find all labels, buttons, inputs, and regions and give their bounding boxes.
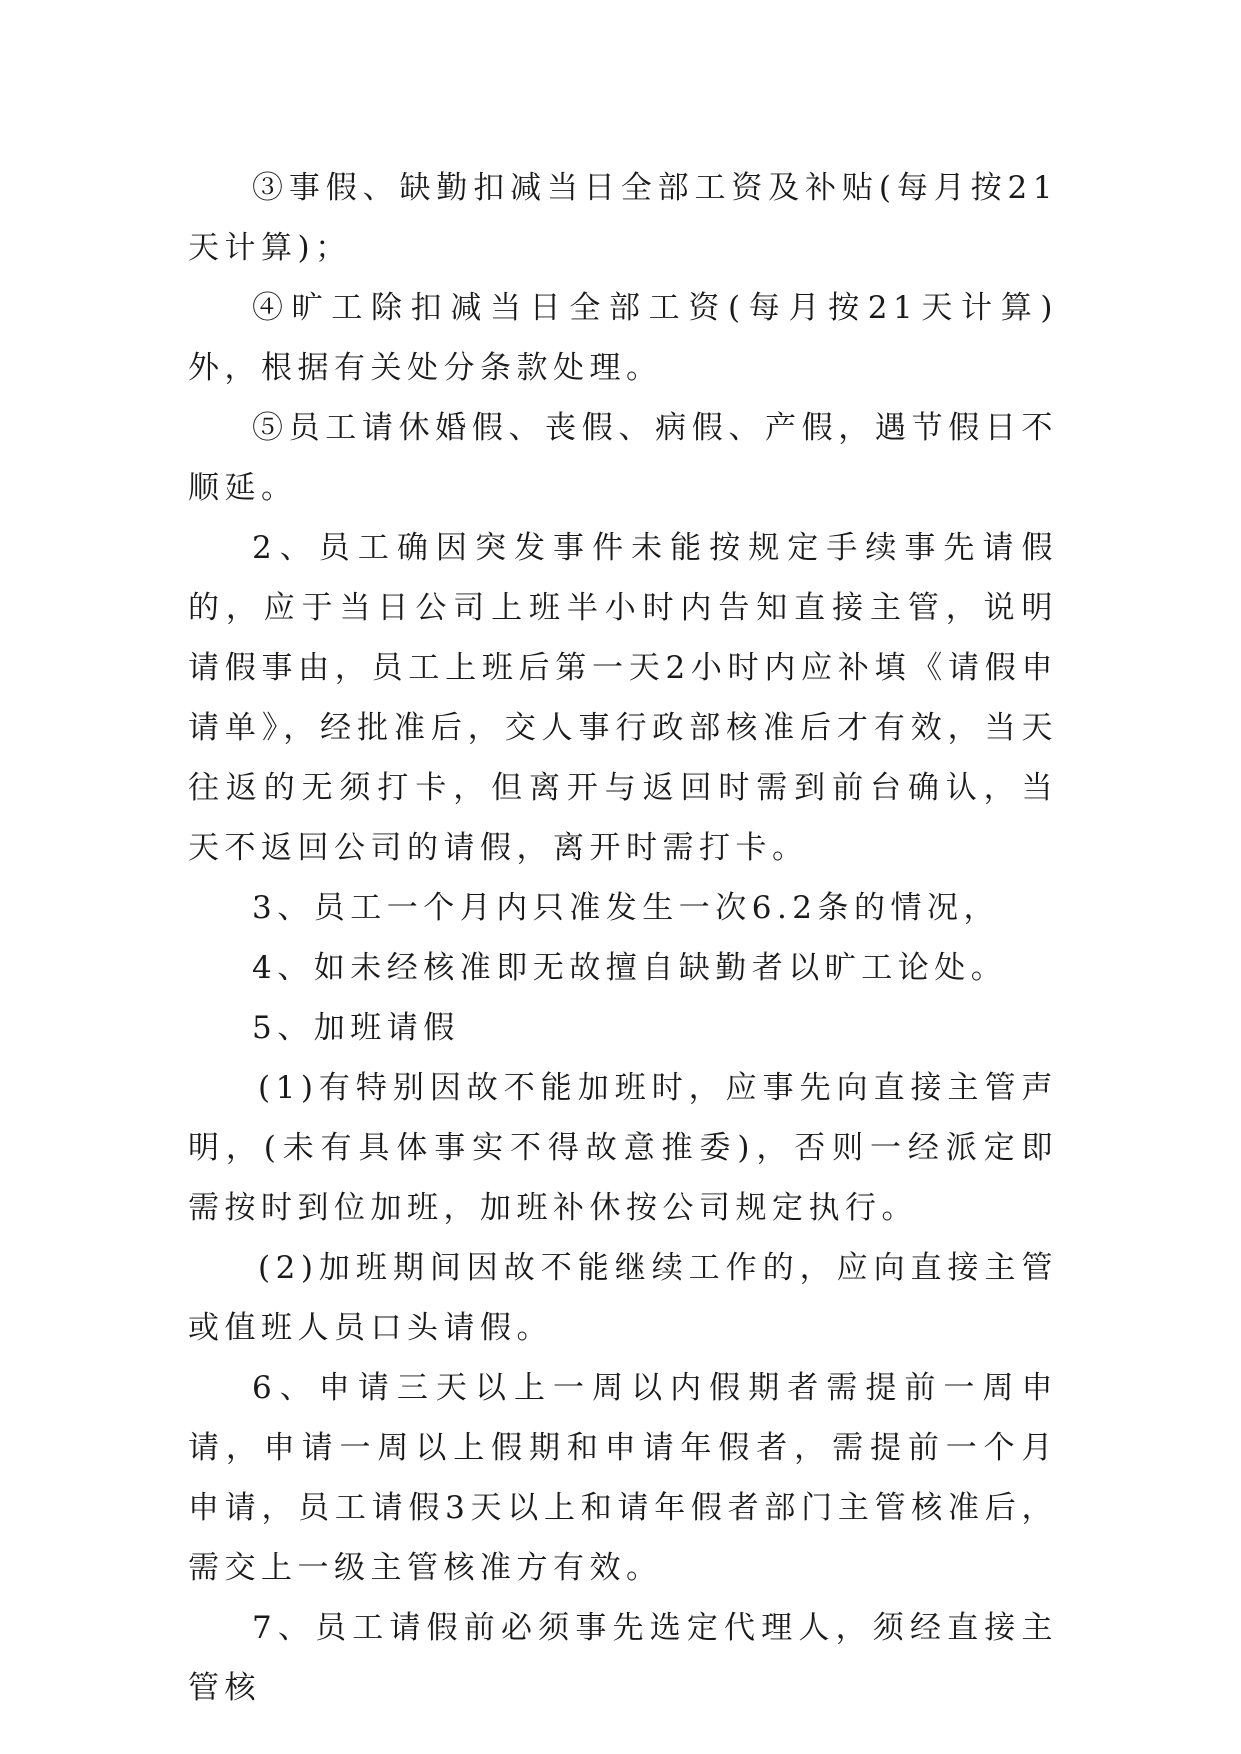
paragraph-clause-6: 6、申请三天以上一周以内假期者需提前一周申请，申请一周以上假期和申请年假者，需提前一个月申请，员工请假3天以上和请年假者部门主管核准后，需交上一级主管核准方有效。 bbox=[188, 1370, 1058, 1586]
paragraph-item-4: ④旷工除扣减当日全部工资(每月按21天计算)外，根据有关处分条款处理。 bbox=[188, 290, 1058, 386]
paragraph-clause-5-heading: 5、加班请假 bbox=[252, 1010, 460, 1046]
paragraph-clause-7: 7、员工请假前必须事先选定代理人，须经直接主管核 bbox=[188, 1610, 1058, 1706]
paragraph-clause-3: 3、员工一个月内只准发生一次6.2条的情况， bbox=[252, 890, 1001, 926]
paragraph-clause-5-2: (2)加班期间因故不能继续工作的，应向直接主管或值班人员口头请假。 bbox=[188, 1250, 1058, 1346]
paragraph-clause-4: 4、如未经核准即无故擅自缺勤者以旷工论处。 bbox=[252, 950, 1008, 986]
paragraph-item-5: ⑤员工请休婚假、丧假、病假、产假，遇节假日不顺延。 bbox=[188, 410, 1058, 506]
paragraph-item-3: ③事假、缺勤扣减当日全部工资及补贴(每月按21天计算)； bbox=[188, 170, 1058, 266]
paragraph-clause-2: 2、员工确因突发事件未能按规定手续事先请假的，应于当日公司上班半小时内告知直接主管，说明请假事由，员工上班后第一天2小时内应补填《请假申请单》，经批准后，交人事行政部核准后才有效，当天往返的无须打卡，但离开与返回时需到前台确认，当天不返回公司的请假，离开时需打卡。 bbox=[188, 530, 1058, 866]
paragraph-clause-5-1: (1)有特别因故不能加班时，应事先向直接主管声明，(未有具体事实不得故意推委)，否则一经派定即需按时到位加班，加班补休按公司规定执行。 bbox=[188, 1070, 1058, 1226]
document-page bbox=[188, 158, 1058, 1718]
